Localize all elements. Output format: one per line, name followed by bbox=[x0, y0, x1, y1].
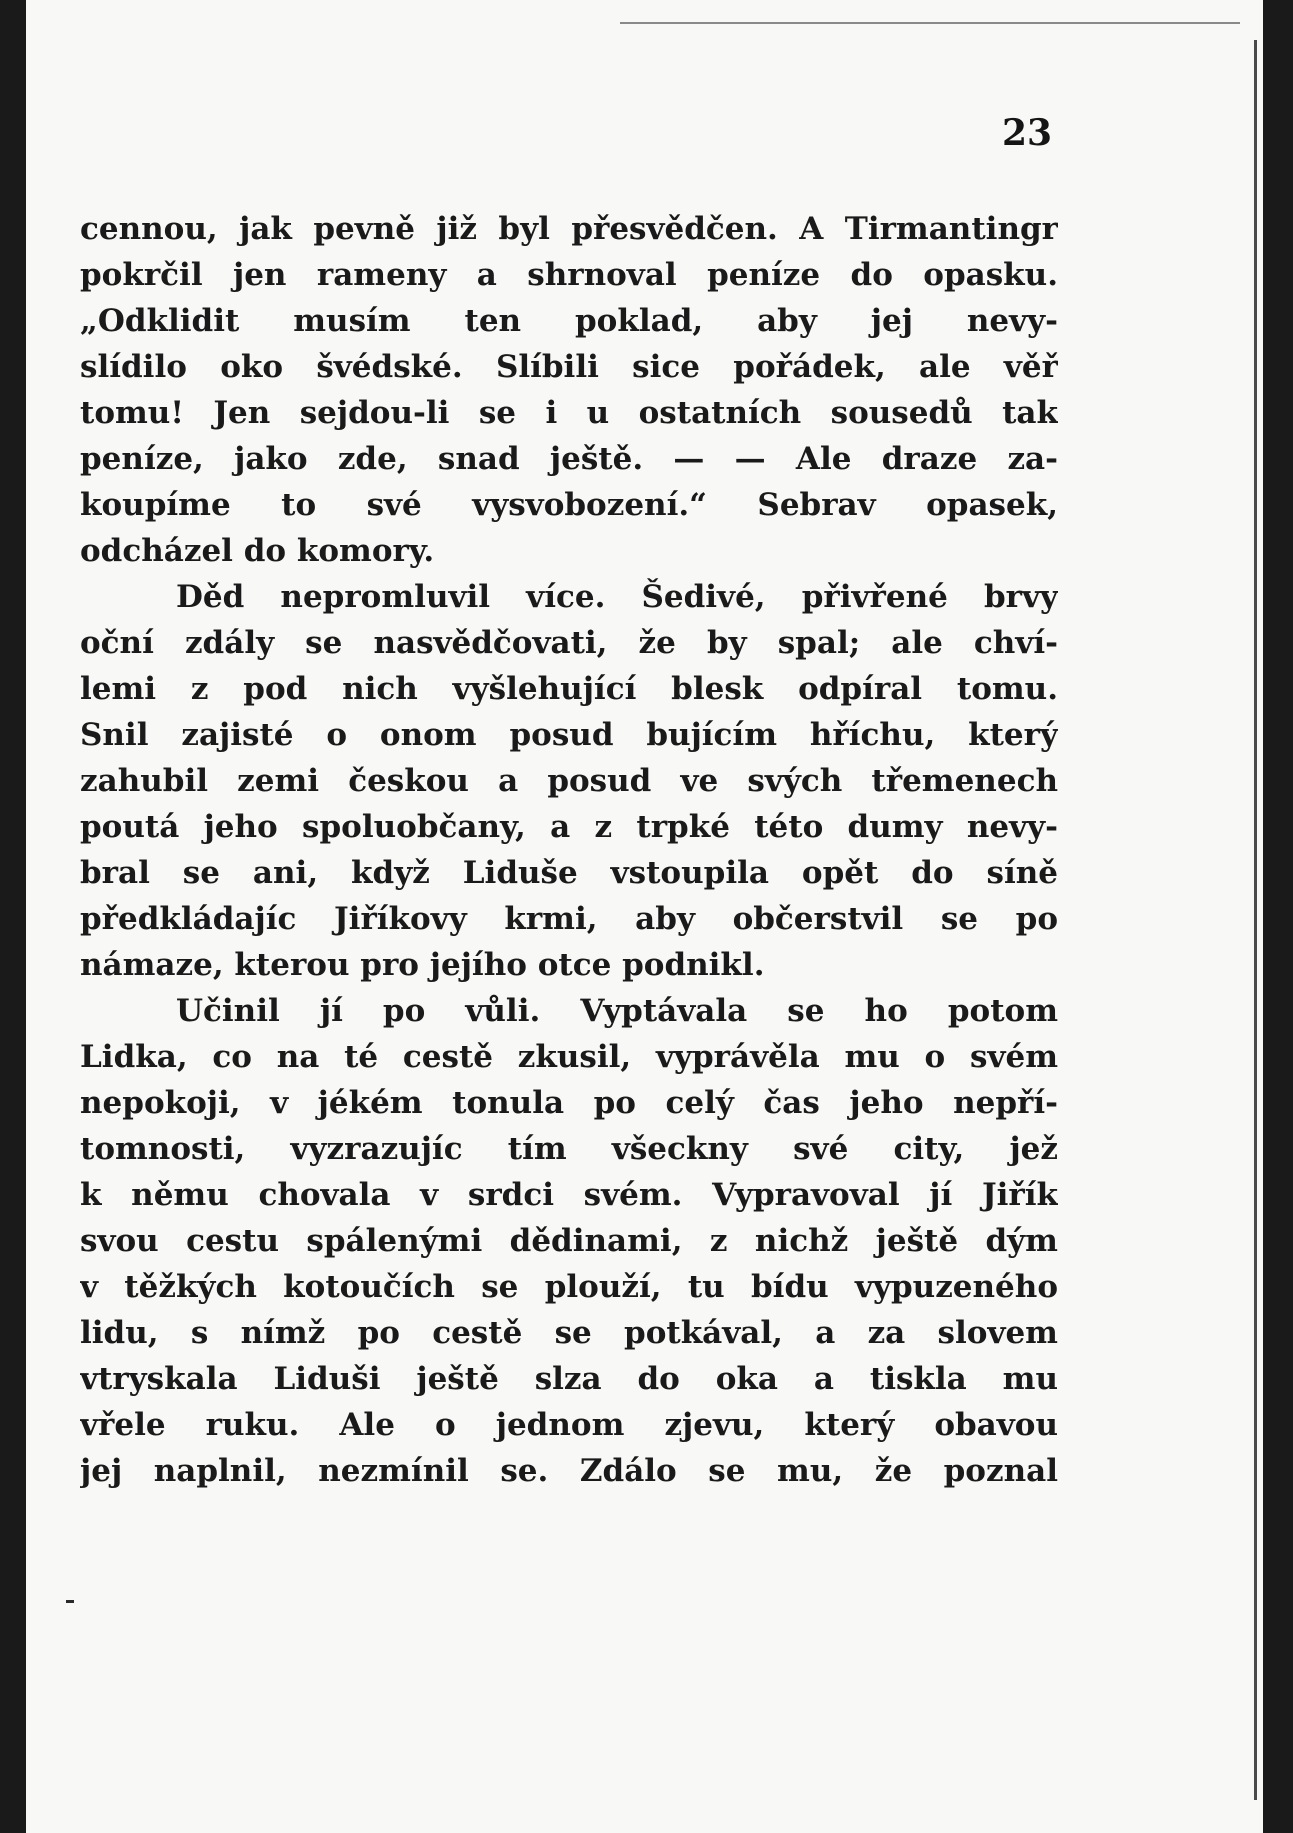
text-line: bral se ani, když Liduše vstoupila opět do síně bbox=[80, 855, 1058, 891]
text-line: v těžkých kotoučích se plouží, tu bídu vypuzeného bbox=[80, 1269, 1058, 1305]
text-line: poutá jeho spoluobčany, a z trpké této dumy nevy- bbox=[80, 809, 1058, 845]
text-line: vřele ruku. Ale o jednom zjevu, který obavou bbox=[80, 1407, 1058, 1443]
text-line: jej naplnil, nezmínil se. Zdálo se mu, že poznal bbox=[80, 1453, 1058, 1489]
text-line: odcházel do komory. bbox=[80, 533, 435, 569]
body-text bbox=[80, 206, 1058, 1494]
page-number: 23 bbox=[1002, 112, 1053, 154]
scan-top-rule bbox=[620, 22, 1240, 24]
book-page bbox=[26, 0, 1263, 1833]
text-line: tomu! Jen sejdou-li se i u ostatních sousedů tak bbox=[80, 395, 1058, 431]
text-line: k němu chovala v srdci svém. Vypravoval jí Jiřík bbox=[80, 1177, 1058, 1213]
text-line: oční zdály se nasvědčovati, že by spal; ale chví- bbox=[80, 625, 1058, 661]
text-line: předkládajíc Jiříkovy krmi, aby občerstvil se po bbox=[80, 901, 1058, 937]
scan-right-edge bbox=[1263, 0, 1293, 1833]
text-line: lidu, s nímž po cestě se potkával, a za slovem bbox=[80, 1315, 1058, 1351]
text-line: koupíme to své vysvobození.“ Sebrav opasek, bbox=[80, 487, 1058, 523]
scan-right-rule bbox=[1254, 40, 1257, 1800]
text-line: svou cestu spálenými dědinami, z nichž ještě dým bbox=[80, 1223, 1058, 1259]
text-line: tomnosti, vyzrazujíc tím všeckny své city, jež bbox=[80, 1131, 1058, 1167]
margin-mark bbox=[66, 1600, 74, 1603]
scan-left-edge bbox=[0, 0, 26, 1833]
text-line: pokrčil jen rameny a shrnoval peníze do opasku. bbox=[80, 257, 1058, 293]
text-line: námaze, kterou pro jejího otce podnikl. bbox=[80, 947, 765, 983]
text-line: Děd nepromluvil více. Šedivé, přivřené brvy bbox=[176, 579, 1058, 615]
text-line: vtryskala Liduši ještě slza do oka a tiskla mu bbox=[80, 1361, 1058, 1397]
text-line: Učinil jí po vůli. Vyptávala se ho potom bbox=[176, 993, 1058, 1029]
text-line: nepokoji, v jékém tonula po celý čas jeho nepří- bbox=[80, 1085, 1058, 1121]
text-line: slídilo oko švédské. Slíbili sice pořádek, ale věř bbox=[80, 349, 1058, 385]
text-line: Snil zajisté o onom posud bujícím hříchu, který bbox=[80, 717, 1058, 753]
text-line: cennou, jak pevně již byl přesvědčen. A Tirmantingr bbox=[80, 211, 1058, 247]
text-line: lemi z pod nich vyšlehující blesk odpíral tomu. bbox=[80, 671, 1058, 707]
text-line: „Odklidit musím ten poklad, aby jej nevy- bbox=[80, 303, 1058, 339]
text-line: Lidka, co na té cestě zkusil, vyprávěla mu o svém bbox=[80, 1039, 1058, 1075]
text-line: zahubil zemi českou a posud ve svých třemenech bbox=[80, 763, 1058, 799]
text-line: peníze, jako zde, snad ještě. — — Ale draze za- bbox=[80, 441, 1058, 477]
